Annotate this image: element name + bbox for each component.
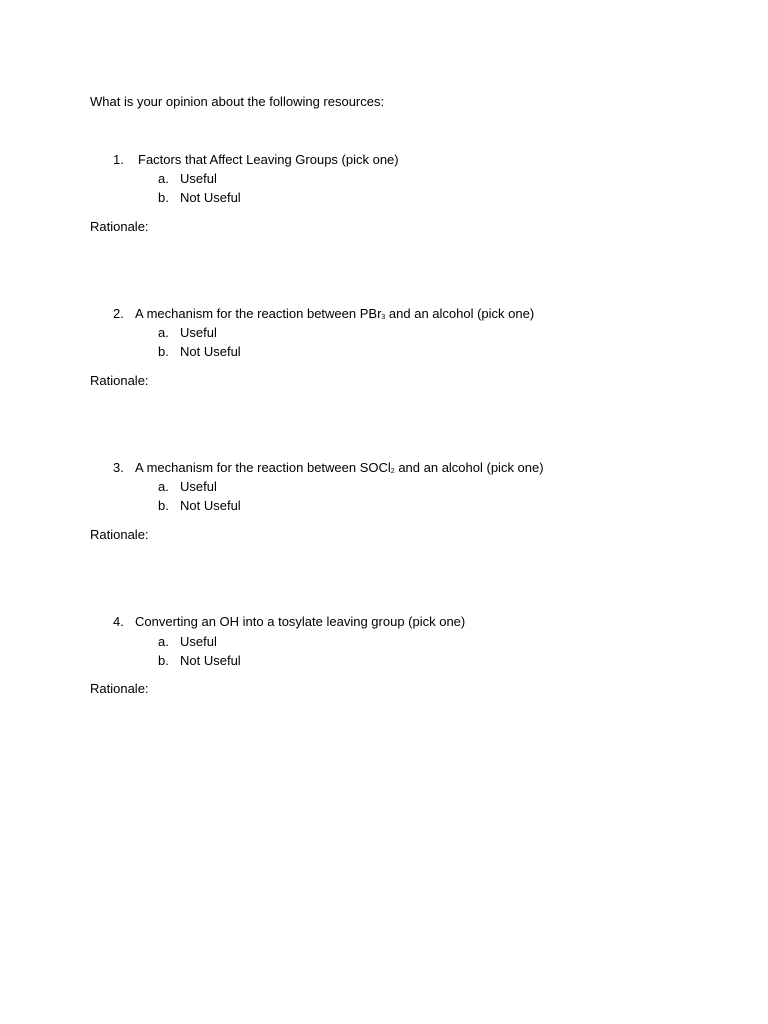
option-label: Not Useful [180, 190, 241, 205]
question-number: 4. [113, 614, 124, 629]
option-letter: b. [158, 344, 169, 359]
question-text-tail: and an alcohol (pick one) [385, 306, 535, 321]
question-text [113, 151, 399, 169]
option-useful[interactable] [158, 324, 217, 342]
option-label: Not Useful [180, 498, 241, 513]
option-letter: a. [158, 479, 169, 494]
question-subscript: 2 [390, 468, 395, 475]
option-letter: b. [158, 653, 169, 668]
rationale-label: Rationale: [90, 219, 149, 234]
question-text [113, 305, 534, 323]
question-text-main: Factors that Affect Leaving Groups (pick one) [138, 152, 399, 167]
question-text-main: A mechanism for the reaction between SOCl [135, 460, 391, 475]
option-label: Not Useful [180, 344, 241, 359]
option-not-useful[interactable] [158, 189, 241, 207]
option-label: Not Useful [180, 653, 241, 668]
question-number: 1. [113, 152, 124, 167]
question-text-main: Converting an OH into a tosylate leaving group (pick one) [135, 614, 466, 629]
question-number: 3. [113, 460, 124, 475]
option-letter: a. [158, 634, 169, 649]
question-number: 2. [113, 306, 124, 321]
question-text-main: A mechanism for the reaction between PBr [135, 306, 382, 321]
option-useful[interactable] [158, 478, 217, 496]
intro-text: What is your opinion about the following resources: [90, 94, 385, 109]
question-subscript: 3 [381, 314, 386, 321]
option-letter: b. [158, 498, 169, 513]
question-text [113, 459, 544, 477]
rationale-label: Rationale: [90, 681, 149, 696]
option-label: Useful [180, 325, 217, 340]
question-text [113, 613, 465, 631]
option-useful[interactable] [158, 170, 217, 188]
option-letter: a. [158, 325, 169, 340]
option-not-useful[interactable] [158, 652, 241, 670]
option-letter: b. [158, 190, 169, 205]
option-label: Useful [180, 479, 217, 494]
option-letter: a. [158, 171, 169, 186]
option-useful[interactable] [158, 633, 217, 651]
option-label: Useful [180, 171, 217, 186]
rationale-label: Rationale: [90, 527, 149, 542]
question-text-tail: and an alcohol (pick one) [394, 460, 544, 475]
option-not-useful[interactable] [158, 497, 241, 515]
option-not-useful[interactable] [158, 343, 241, 361]
rationale-label: Rationale: [90, 373, 149, 388]
option-label: Useful [180, 634, 217, 649]
